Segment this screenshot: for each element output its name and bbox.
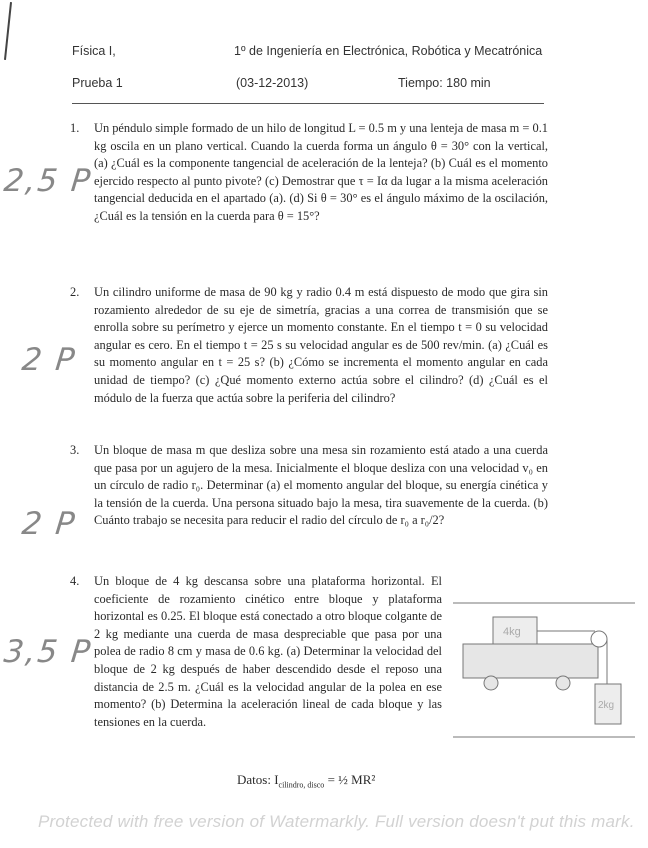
margin-score-3: 2 P — [20, 506, 79, 542]
problem-text: Un bloque de 4 kg descansa sobre una plataforma horizontal. El coeficiente de rozamiento cinético entre bloque y plataforma horizontal es 0.25. El bloque está conectado a otro bloque colgante de 2 kg mediante una cuerda de masa despreciable que pasa por una polea de radio 8 cm y masa de 0.6 kg. (a) Determinar la velocidad del bloque de 2 kg después de haber descendido desde el reposo una distancia de 2.5 m. ¿Cuál es la velocidad angular de la polea en ese momento? (b) Determina la aceleración lineal de cada bloque y las tensiones en la cuerda. — [94, 574, 442, 729]
platform — [463, 644, 598, 678]
footer-data — [237, 772, 375, 790]
header-rule — [72, 103, 544, 104]
problem-text: Un bloque de masa m que desliza sobre una mesa sin rozamiento está atado a una cuerda que pasa por un agujero de la mesa. Inicialmente el bloque desliza con una velocidad v₀ en un círculo de radio r₀. Determinar (a) el momento angular del bloque, su energía cinética y la tensión de la cuerda. Una persona situado bajo la mesa, tira suavemente de la cuerda. (b) Cuánto trabajo se necesita para reducir el radio del círculo de r₀ a r₀/2? — [94, 443, 548, 528]
problem-number: 4. — [70, 574, 80, 588]
problem-3 — [70, 442, 548, 530]
block-2kg-label: 2kg — [598, 700, 615, 711]
problem-text: Un cilindro uniforme de masa de 90 kg y radio 0.4 m está dispuesto de modo que gira sin rozamiento alrededor de su eje de simetría, gracias a una correa de transmisión que se enrolla sobre su perímetro y ejerce un momento constante. En el tiempo t = 0 su velocidad angular es cero. En el tiempo t = 25 s su velocidad angular es de 500 rev/min. (a) ¿Cuál es su momento angular en t = 25 s? (b) ¿Cómo se incrementa el momento angular en cada unidad de tiempo? (c) ¿Qué momento externo actúa sobre el cilindro? (d) ¿Cuál es el módulo de la fuerza que actúa sobre la periferia del cilindro? — [94, 285, 548, 405]
scan-edge-mark — [4, 2, 12, 60]
block-4kg-label: 4kg — [503, 626, 521, 638]
footer-formula: = ½ MR² — [327, 772, 376, 787]
pulley-wheel — [591, 631, 607, 647]
header-course: Física I, — [72, 44, 116, 58]
margin-score-2: 2 P — [20, 342, 79, 378]
header-time-limit: Tiempo: 180 min — [398, 76, 491, 90]
problem-text: Un péndulo simple formado de un hilo de longitud L = 0.5 m y una lenteja de masa m = 0.1 kg oscila en un plano vertical. Cuando la cuerda forma un ángulo θ = 30° con la vertical, (a) ¿Cuál es la componente tangencial de aceleración de la lenteja? (b) Cuál es el momento ejercido respecto al punto pivote? (c) Demostrar que τ = Iα da lugar a la misma aceleración tangencial deducida en el apartado (a). (d) Si θ = 30° es el ángulo máximo de la oscilación, ¿Cuál es la tensión en la cuerda para θ = 15°? — [94, 121, 548, 223]
problem-1 — [70, 120, 548, 226]
problem-number: 1. — [70, 121, 80, 135]
problem-number: 3. — [70, 443, 80, 457]
watermark-text: Protected with free version of Watermarkly. Full version doesn't put this mark. — [38, 812, 635, 831]
pulley-figure — [435, 600, 635, 740]
problem-2 — [70, 284, 548, 407]
margin-score-4: 3,5 P — [2, 634, 94, 670]
header-date: (03-12-2013) — [236, 76, 309, 90]
footer-subscript: cilindro, disco — [278, 780, 325, 790]
margin-score-1: 2,5 P — [2, 163, 94, 199]
header-test: Prueba 1 — [72, 76, 123, 90]
header-program: 1º de Ingeniería en Electrónica, Robótica y Mecatrónica — [234, 44, 543, 58]
problem-number: 2. — [70, 285, 80, 299]
footer-label: Datos: I — [237, 772, 279, 787]
platform-wheel-right — [556, 676, 570, 690]
platform-wheel-left — [484, 676, 498, 690]
